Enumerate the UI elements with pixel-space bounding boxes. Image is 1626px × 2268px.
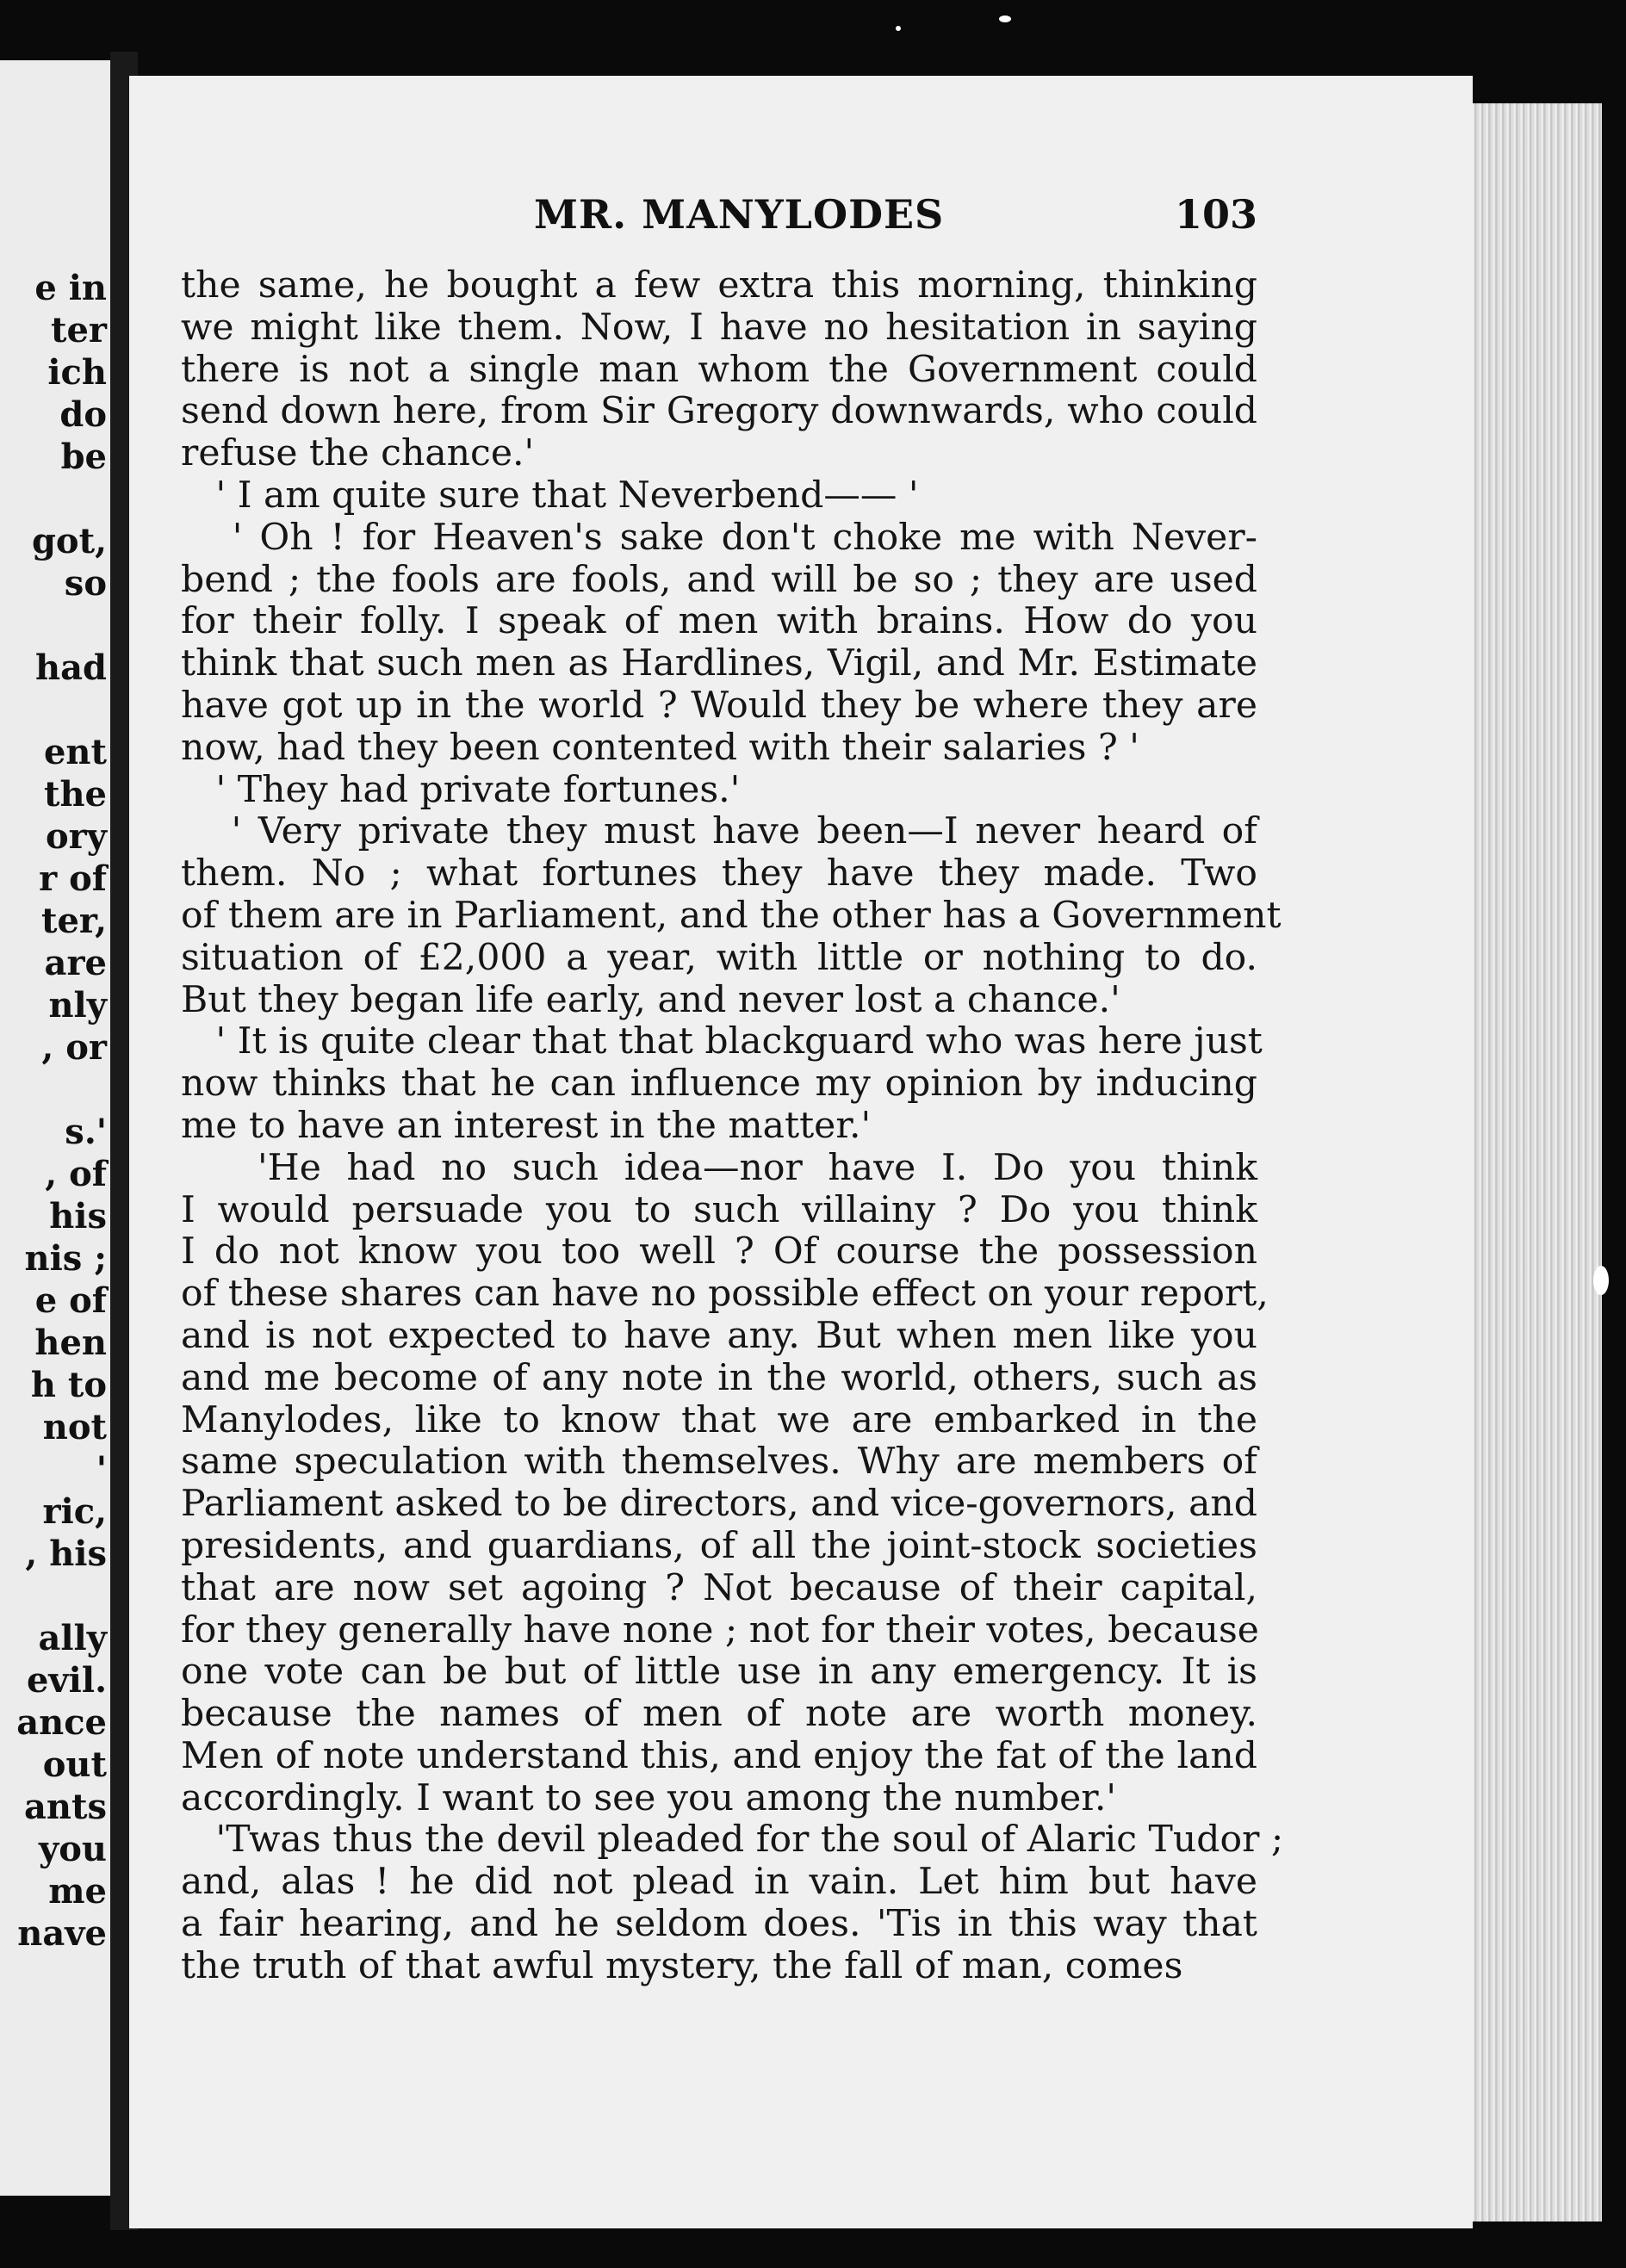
facing-page-fragment: hen — [34, 1323, 107, 1363]
facing-page-fragments — [16, 267, 107, 1955]
text-line: me to have an interest in the matter.' — [181, 1104, 872, 1147]
text-line: the truth of that awful mystery, the fall of man, comes — [181, 1944, 1183, 1987]
facing-page-fragment: so — [64, 563, 107, 604]
text-line: refuse the chance.' — [181, 432, 535, 475]
facing-page-fragment: nave — [17, 1913, 107, 1954]
page-number: 103 — [1174, 191, 1257, 238]
text-line: ' I am quite sure that Neverbend—— ' — [181, 474, 919, 517]
text-line: and, alas ! he did not plead in vain. Let him but have — [181, 1861, 1257, 1904]
text-line: ' Very private they must have been—I never heard of — [181, 810, 1257, 853]
text-line: them. No ; what fortunes they have they made. Two — [181, 852, 1257, 895]
facing-page-fragment: ent — [43, 732, 107, 772]
facing-page-fragment: had — [35, 648, 107, 688]
text-line: presidents, and guardians, of all the joint-stock societies — [181, 1524, 1257, 1567]
facing-page-fragment — [16, 1069, 107, 1111]
facing-page-fragment: r of — [39, 858, 107, 899]
text-line: of them are in Parliament, and the other has a Government — [181, 894, 1282, 937]
facing-page-fragment: got, — [31, 521, 107, 561]
facing-page-fragment: be — [60, 437, 107, 477]
facing-page-fragment: , or — [41, 1027, 107, 1068]
facing-page-fragment: ally — [38, 1618, 107, 1658]
facing-page-fragment: me — [48, 1871, 107, 1912]
text-line: same speculation with themselves. Why are members of — [181, 1441, 1257, 1484]
text-line: Manylodes, like to know that we are embarked in the — [181, 1398, 1257, 1441]
text-line: and me become of any note in the world, others, such as — [181, 1356, 1257, 1399]
facing-page-fragment: nis ; — [24, 1238, 107, 1279]
text-line: I do not know you too well ? Of course the possession — [181, 1230, 1257, 1273]
text-line: for their folly. I speak of men with brains. How do you — [181, 600, 1257, 643]
body-text — [181, 264, 1284, 1988]
facing-page-fragment: ich — [47, 352, 107, 393]
facing-page-fragment: his — [49, 1196, 107, 1236]
text-line: accordingly. I want to see you among the number.' — [181, 1776, 1117, 1819]
page-header — [181, 191, 1257, 251]
text-line: 'Twas thus the devil pleaded for the soul of Alaric Tudor ; — [181, 1819, 1284, 1862]
facing-page — [0, 60, 110, 2196]
facing-page-fragment: are — [44, 943, 107, 983]
running-head: MR. MANYLODES — [534, 191, 945, 238]
text-line: have got up in the world ? Would they be where they are — [181, 684, 1257, 727]
text-line: situation of £2,000 a year, with little or nothing to do. — [181, 936, 1257, 979]
text-line: now, had they been contented with their salaries ? ' — [181, 726, 1139, 769]
text-line: that are now set agoing ? Not because of their capital, — [181, 1566, 1257, 1609]
text-line: I would persuade you to such villainy ? Do you think — [181, 1188, 1257, 1231]
text-line: Men of note understand this, and enjoy the fat of the land — [181, 1734, 1257, 1777]
text-line: Parliament asked to be directors, and vice-governors, and — [181, 1483, 1257, 1526]
facing-page-fragment: the — [43, 774, 107, 815]
facing-page-fragment — [16, 1575, 107, 1617]
facing-page-fragment: do — [59, 394, 107, 435]
facing-page-fragment: not — [42, 1407, 107, 1447]
facing-page-fragment: , of — [45, 1154, 107, 1194]
facing-page-fragment: out — [42, 1744, 107, 1785]
text-line: of these shares can have no possible effect on your report, — [181, 1273, 1269, 1316]
text-line: the same, he bought a few extra this morning, thinking — [181, 264, 1257, 307]
facing-page-fragment — [16, 689, 107, 731]
facing-page-fragment: ants — [24, 1787, 107, 1827]
facing-page-fragment: evil. — [26, 1660, 107, 1701]
text-line: a fair hearing, and he seldom does. 'Tis in this way that — [181, 1903, 1257, 1946]
facing-page-fragment: , his — [25, 1534, 107, 1574]
text-line: 'He had no such idea—nor have I. Do you think — [181, 1146, 1257, 1189]
scan-speck — [896, 26, 901, 31]
facing-page-fragment: ory — [46, 816, 107, 857]
scan-speck — [1593, 1266, 1609, 1295]
text-line: we might like them. Now, I have no hesitation in saying — [181, 306, 1257, 349]
text-line: now thinks that he can influence my opinion by inducing — [181, 1063, 1257, 1106]
text-line: send down here, from Sir Gregory downwards, who could — [181, 390, 1257, 433]
facing-page-fragment: you — [38, 1829, 107, 1869]
text-line: because the names of men of note are worth money. — [181, 1693, 1257, 1736]
text-line: think that such men as Hardlines, Vigil, and Mr. Estimate — [181, 642, 1257, 685]
text-line: there is not a single man whom the Government could — [181, 348, 1257, 391]
facing-page-fragment: e of — [34, 1280, 107, 1321]
facing-page-fragment: s.' — [65, 1112, 107, 1152]
scan-speck — [999, 15, 1011, 22]
text-line: ' Oh ! for Heaven's sake don't choke me with Never- — [181, 516, 1257, 559]
facing-page-fragment: ' — [96, 1449, 107, 1490]
facing-page-fragment — [16, 478, 107, 520]
facing-page-fragment: e in — [34, 268, 107, 308]
text-line: and is not expected to have any. But when men like you — [181, 1314, 1257, 1357]
facing-page-fragment: h to — [30, 1365, 107, 1405]
text-line: ' They had private fortunes.' — [181, 768, 741, 811]
facing-page-fragment: ter — [51, 310, 107, 350]
text-line: But they began life early, and never lost a chance.' — [181, 978, 1120, 1021]
text-line: bend ; the fools are fools, and will be so ; they are used — [181, 558, 1257, 601]
facing-page-fragment — [16, 604, 107, 647]
facing-page-fragment: nly — [48, 985, 107, 1026]
text-line: ' It is quite clear that that blackguard who was here just — [181, 1020, 1263, 1063]
facing-page-fragment: ric, — [42, 1491, 107, 1532]
text-line: one vote can be but of little use in any emergency. It is — [181, 1651, 1257, 1694]
text-line: for they generally have none ; not for their votes, because — [181, 1608, 1259, 1651]
facing-page-fragment: ter, — [40, 901, 107, 941]
facing-page-fragment: ance — [16, 1702, 107, 1743]
